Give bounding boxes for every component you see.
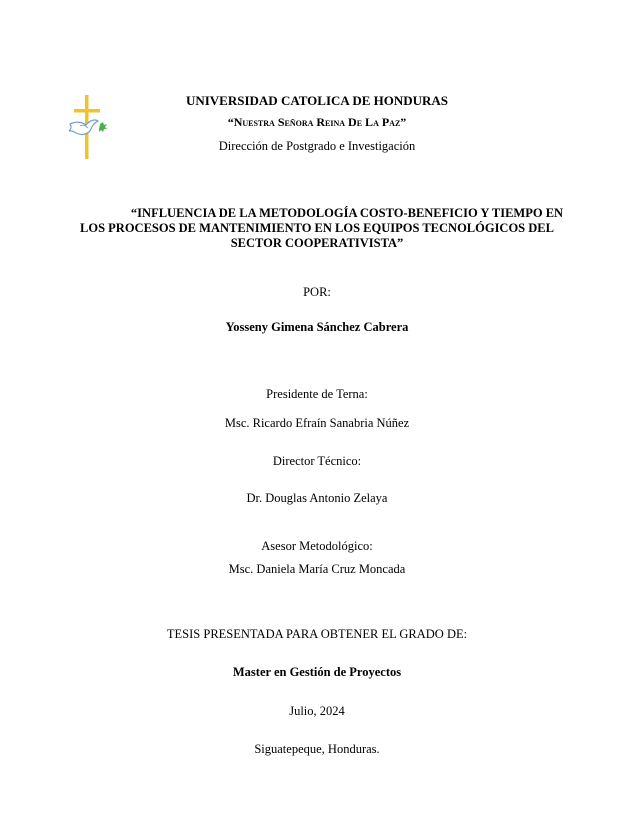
thesis-title-line-1: “INFLUENCIA DE LA METODOLOGÍA COSTO-BENEFICIO Y TIEMPO EN — [130, 206, 564, 220]
director-label: Director Técnico: — [272, 454, 362, 468]
degree-label: TESIS PRESENTADA PARA OBTENER EL GRADO DE: — [166, 627, 468, 641]
thesis-title-line-3: SECTOR COOPERATIVISTA” — [230, 236, 404, 250]
author-label: POR: — [303, 285, 331, 299]
author-name: Yosseny Gimena Sánchez Cabrera — [225, 320, 409, 334]
department-name: Dirección de Postgrado e Investigación — [218, 139, 416, 153]
university-motto: “Nuestra Señora Reina De La Paz” — [227, 115, 407, 129]
degree-name: Master en Gestión de Proyectos — [232, 665, 402, 679]
advisor-name: Msc. Daniela María Cruz Moncada — [228, 562, 406, 576]
university-name: UNIVERSIDAD CATOLICA DE HONDURAS — [185, 93, 449, 108]
president-label: Presidente de Terna: — [266, 387, 368, 401]
date: Julio, 2024 — [289, 704, 345, 718]
president-name: Msc. Ricardo Efraín Sanabria Núñez — [224, 416, 410, 430]
thesis-title — [0, 206, 634, 251]
place: Siguatepeque, Honduras. — [254, 742, 380, 756]
thesis-title-line-2: LOS PROCESOS DE MANTENIMIENTO EN LOS EQUIPOS TECNOLÓGICOS DEL — [80, 221, 554, 235]
director-name: Dr. Douglas Antonio Zelaya — [246, 491, 388, 505]
advisor-label: Asesor Metodológico: — [261, 539, 373, 553]
